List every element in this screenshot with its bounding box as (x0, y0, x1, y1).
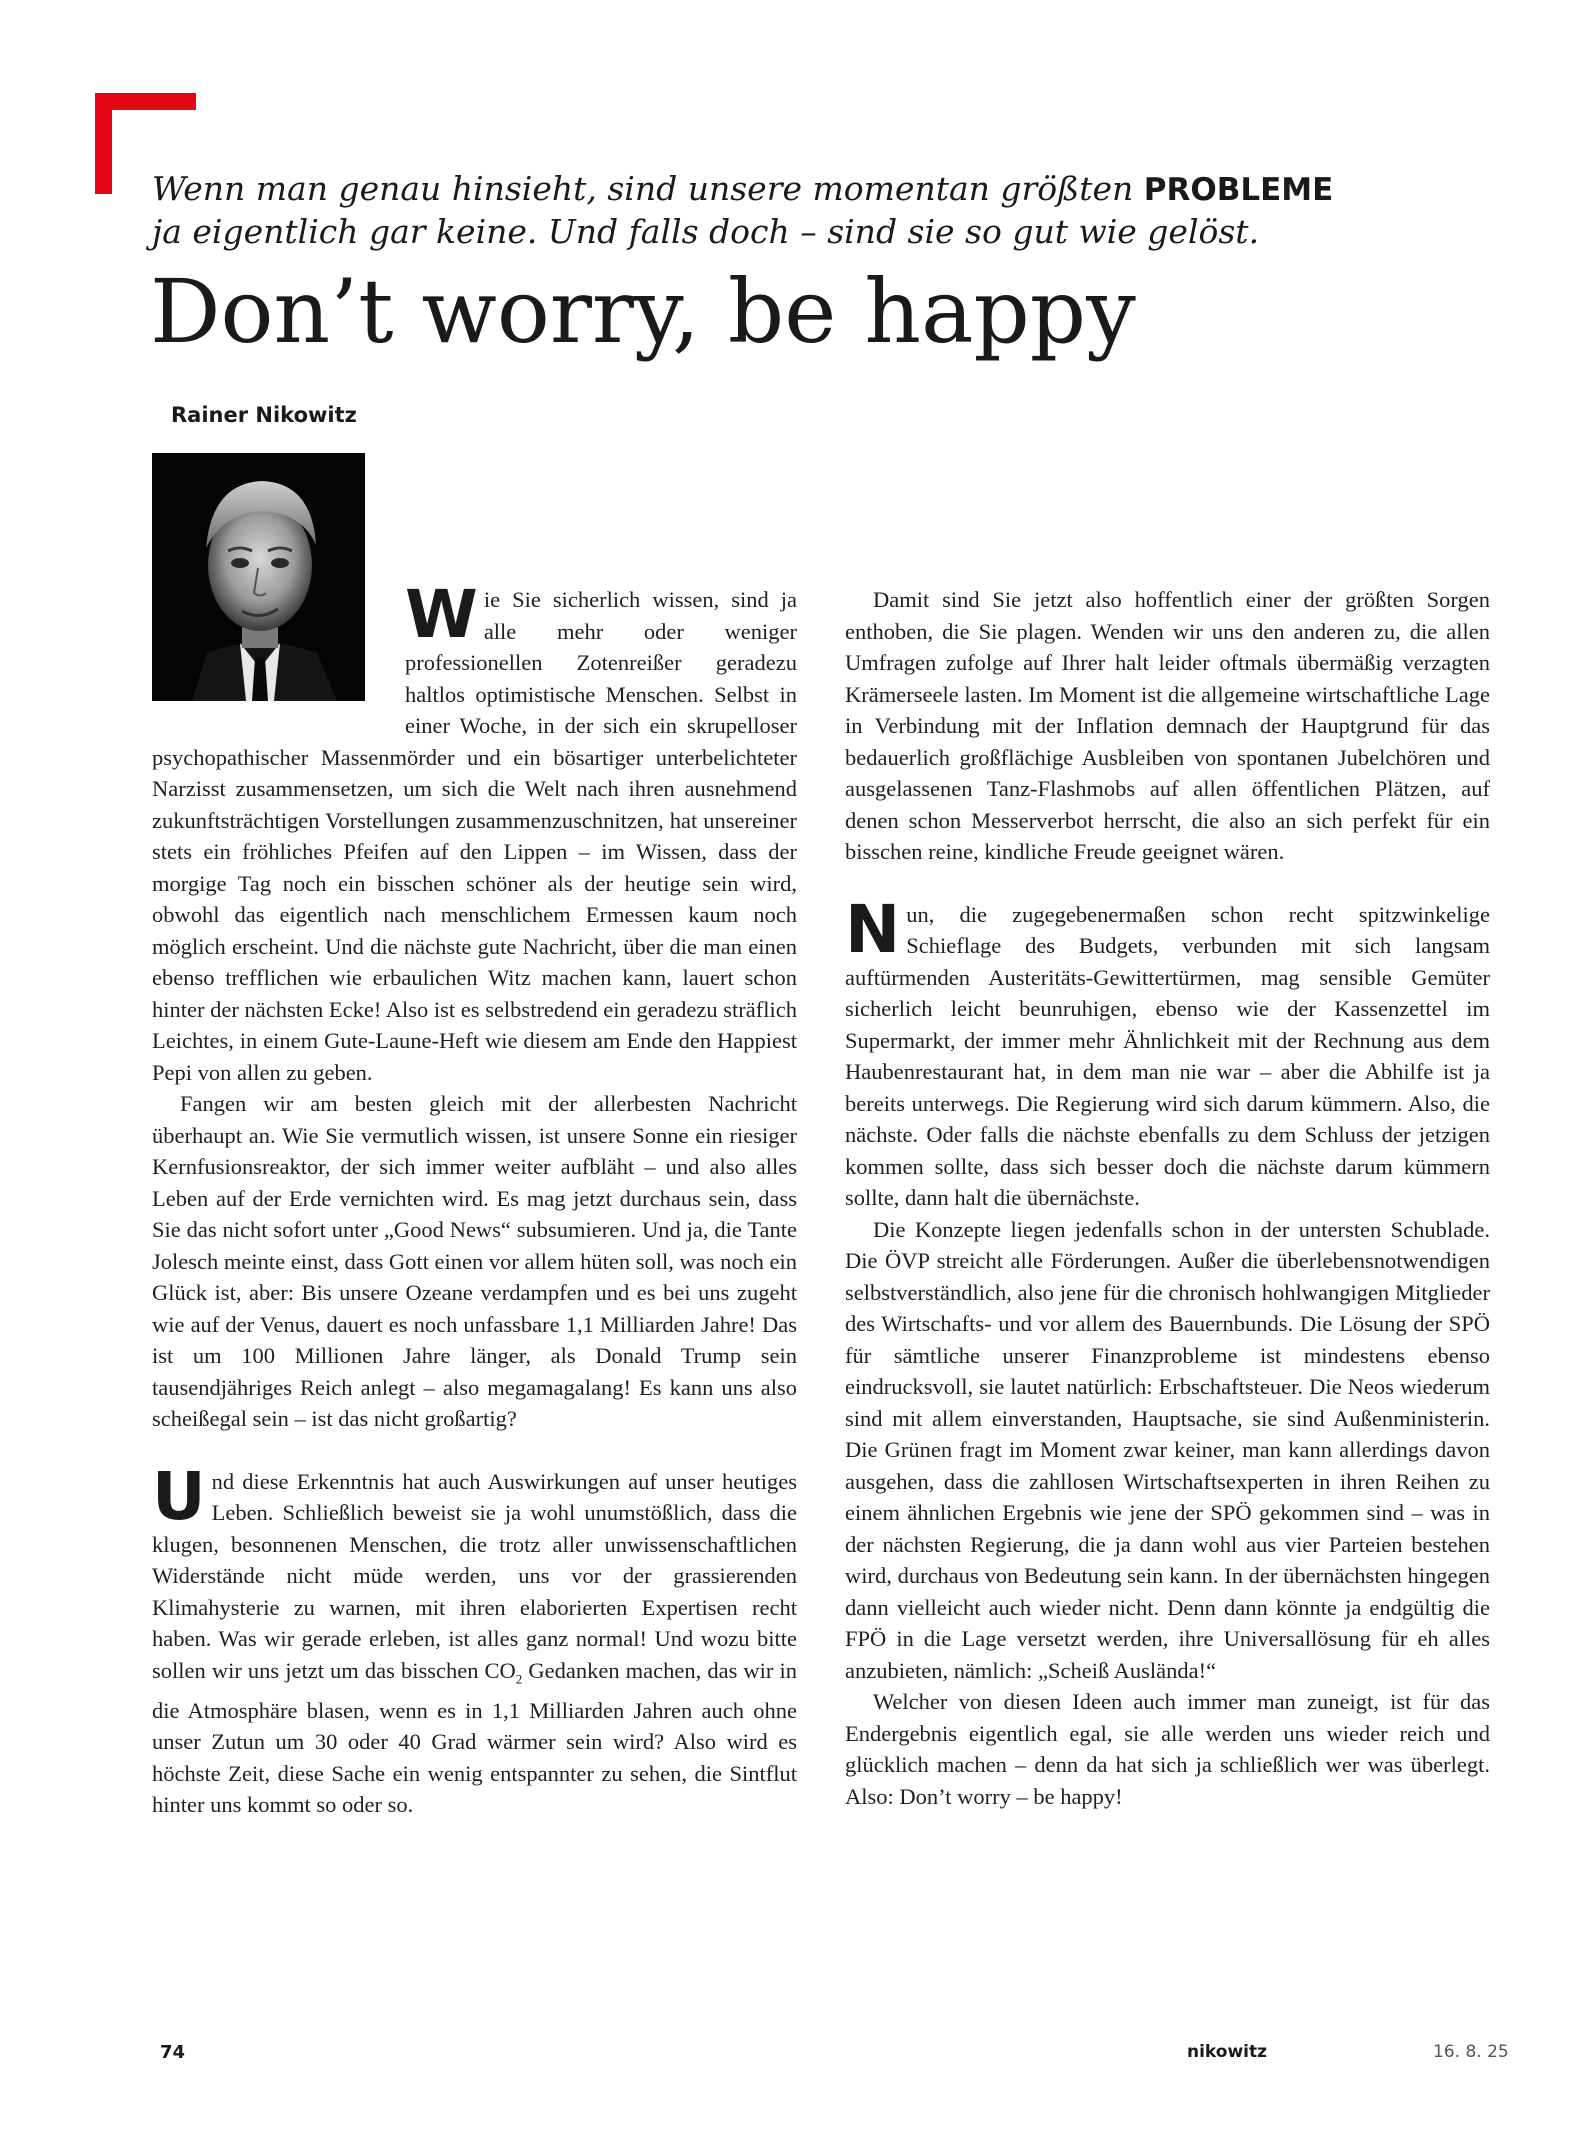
drop-cap-n: N (845, 890, 901, 968)
article-teaser (152, 168, 1452, 253)
paragraph-3 (152, 1457, 797, 1821)
paragraph-3-text-b: Gedanken machen, das wir in die Atmosphäre blasen, wenn es in 1,1 Milliarden Jahren auch ohne unser Zutun um 30 oder 40 Grad wärmer sein wird? Also wird es höchste Zeit, diese Sache ein wenig entspannter zu sehen, die Sintflut hinter uns kommt so oder so. (152, 1657, 797, 1817)
teaser-line-2: ja eigentlich gar keine. Und falls doch – sind sie so gut wie gelöst. (152, 212, 1260, 251)
article-headline: Don’t worry, be happy (150, 260, 1136, 363)
article-column-left (152, 576, 797, 1821)
article-column-right (845, 584, 1490, 1812)
paragraph-3-text-a: nd diese Erkenntnis hat auch Auswirkungen auf unser heutiges Leben. Schließlich beweist sie ja wohl unumstößlich, dass die klugen, besonnenen Menschen, die trotz aller unwissenschaftlichen Widerstände nicht müde werden, uns vor der grassierenden Klimahysterie zu warnen, mit ihren elaborierten Expertisen recht haben. Was wir gerade erleben, ist alles ganz normal! Und wozu bitte sollen wir uns jetzt um das bisschen CO (152, 1468, 797, 1683)
teaser-line-1: Wenn man genau hinsieht, sind unsere momentan größten (152, 169, 1144, 208)
page-number: 74 (160, 2042, 186, 2063)
portrait-wrap-space (152, 584, 405, 717)
paragraph-1-text: ie Sie sicherlich wissen, sind ja alle mehr oder weniger professionellen Zotenreißer geradezu haltlos optimistische Menschen. Selbst in einer Woche, in der sich ein skrupelloser psychopathischer Massenmörder und ein bösartiger unterbelichteter Narzisst zusammensetzen, um sich die Welt nach ihren ausnehmend zukunftsträchtigen Vorstellungen zusammenzuschnitzen, hat unsereiner stets ein fröhliches Pfeifen auf den Lippen – im Wissen, dass der morgige Tag noch ein bisschen schöner als der heutige sein wird, obwohl das eigentlich nach menschlichem Ermessen kaum noch möglich erscheint. Und die nächste gute Nachricht, über die man einen ebenso trefflichen wie erbaulichen Witz machen kann, lauert schon hinter der nächsten Ecke! Also ist es selbstredend ein geradezu sträflich Leichtes, in einem Gute-Laune-Heft wie diesem am Ende den Happiest Pepi von allen zu geben. (152, 587, 797, 1085)
paragraph-5 (845, 890, 1490, 1214)
drop-cap-u: U (152, 1457, 206, 1535)
paragraph-2: Fangen wir am besten gleich mit der allerbesten Nachricht überhaupt an. Wie Sie vermutlich wissen, ist unsere Sonne ein riesiger Kernfusionsreaktor, der sich immer weiter aufbläht – und also alles Leben auf der Erde vernichten wird. Es mag jetzt durchaus sein, dass Sie das nicht sofort unter „Good News“ subsumieren. Und ja, die Tante Jolesch meinte einst, dass Gott einen vor allem hüten soll, was noch ein Glück ist, aber: Bis unsere Ozeane verdampfen und es bei uns zugeht wie auf der Venus, dauert es noch unfassbare 1,1 Milliarden Jahre! Das ist um 100 Millionen Jahre länger, als Donald Trump sein tausendjähriges Reich anlegt – also megamagalang! Es kann uns also scheißegal sein – ist das nicht großartig? (152, 1091, 797, 1431)
paragraph-7: Welcher von diesen Ideen auch immer man zuneigt, ist für das Endergebnis eigentlich egal, sie alle werden uns wieder reich und glücklich machen – denn da hat sich ja schließlich wer was überlegt. Also: Don’t worry – be happy! (845, 1689, 1490, 1809)
author-byline: Rainer Nikowitz (171, 403, 357, 427)
issue-date: 16. 8. 25 (1433, 2042, 1509, 2062)
paragraph-4: Damit sind Sie jetzt also hoffentlich einer der größten Sorgen enthoben, die Sie plagen. Wenden wir uns den anderen zu, die allen Umfragen zufolge auf Ihrer halt leider oftmals übermäßig verzagten Krämerseele lasten. Im Moment ist die allgemeine wirtschaftliche Lage in Verbindung mit der Inflation demnach der Hauptgrund für das bedauerlich großflächige Ausbleiben von spontanen Jubelchören und ausgelassenen Tanz-Flashmobs auf allen öffentlichen Plätzen, auf denen schon Messerverbot herrscht, die also an sich perfekt für ein bisschen reine, kindliche Freude geeignet wären. (845, 587, 1490, 864)
paragraph-5-text: un, die zugegebenermaßen schon recht spitzwinkelige Schieflage des Budgets, verbunden mit sich langsam auftürmenden Austeritäts-Gewittertürmen, mag sensible Gemüter sicherlich leicht beunruhigen, ebenso wie der Kassenzettel im Supermarkt, der immer mehr Ähnlichkeit mit der Rechnung aus dem Haubenrestaurant hat, in dem man nie war – aber die Abhilfe ist ja bereits unterwegs. Die Regierung wird sich darum kümmern. Also, die nächste. Oder falls die nächste ebenfalls zu dem Schluss der jetzigen kommen sollte, dass sich besser doch die nächste darum kümmern sollte, dann halt die übernächste. (845, 901, 1490, 1210)
teaser-keyword: PROBLEME (1143, 172, 1334, 208)
paragraph-6: Die Konzepte liegen jedenfalls schon in der untersten Schublade. Die ÖVP streicht alle Förderungen. Außer die überlebensnotwendigen selbstverständlich, also jene für die chronisch hohlwangigen Mitglieder des Wirtschafts- und vor allem des Bauernbunds. Die Lösung der SPÖ für sämtliche unserer Finanzprobleme ist mindestens ebenso eindrucksvoll, sie lautet natürlich: Erbschaftsteuer. Die Neos wiederum sind mit allem einverstanden, Hauptsache, sie sind Außenministerin. Die Grünen fragt im Moment zwar keiner, man kann allerdings davon ausgehen, dass die zahllosen Wirtschaftsexperten in ihren Reihen zu einem ähnlichen Ergebnis wie jene der SPÖ gekommen sind – was in der nächsten Regierung, die ja dann wohl aus vier Parteien bestehen wird, durchaus von Bedeutung sein kann. In der übernächsten hingegen dann vielleicht auch wieder nicht. Denn dann könnte ja endgültig die FPÖ in die Lage versetzt werden, ihre Universallösung für eh alles anzubieten, nämlich: „Scheiß Ausländа!“ (845, 1216, 1490, 1683)
red-corner-mark-vertical (95, 93, 112, 194)
co2-subscript: 2 (515, 1671, 523, 1686)
column-brand: nikowitz (1187, 2042, 1268, 2062)
drop-cap-w: W (405, 576, 478, 653)
